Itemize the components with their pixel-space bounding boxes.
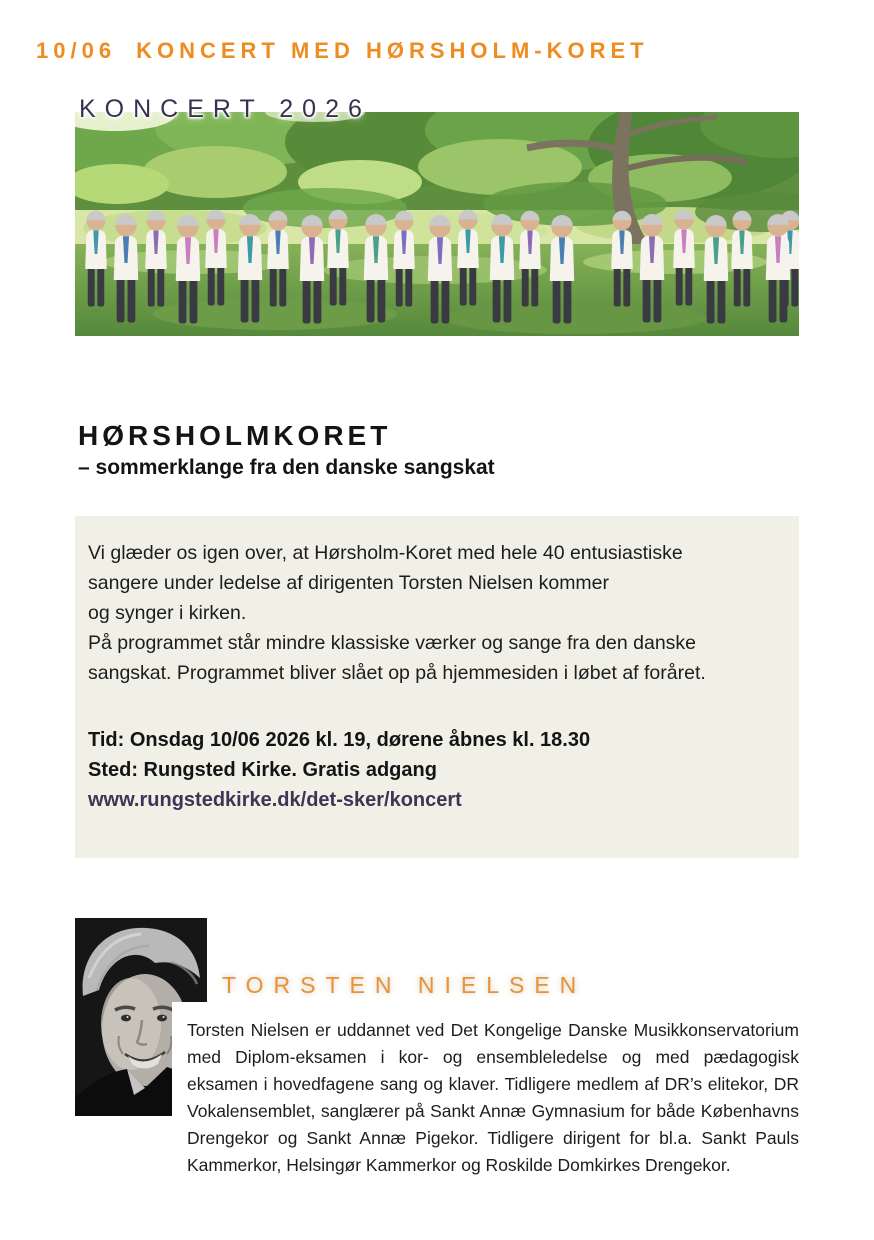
program-line: sangskat. Programmet bliver slået op på hjemmesiden i løbet af foråret. <box>88 662 706 684</box>
event-title: KONCERT MED HØRSHOLM-KORET <box>136 38 649 63</box>
event-details <box>88 725 779 815</box>
conductor-name: TORSTEN NIELSEN <box>222 972 587 998</box>
page-title <box>36 38 649 64</box>
concert-title: HØRSHOLMKORET <box>78 420 392 451</box>
event-date: 10/06 <box>36 38 117 63</box>
intro-line: sangere under ledelse af dirigenten Torsten Nielsen kommer <box>88 572 610 594</box>
concert-info-box <box>75 516 799 858</box>
photo-overlay-label: KONCERT 2026 <box>79 95 371 123</box>
intro-paragraph <box>88 538 779 628</box>
conductor-bio: Torsten Nielsen er uddannet ved Det Kongelige Danske Musikkonservatorium med Diplom-eksamen i kor- og ensembleledelse og med pædagogisk eksamen i hovedfagene sang og klaver. Tidligere medlem af DR’s elitekor, DR Vokalensemblet, sanglærer på Sankt Annæ Gymnasium for både Københavns Drengekor og Sankt Annæ Pigekor. Tidligere dirigent for bl.a. Sankt Pauls Kammerkor, Helsingør Kammerkor og Roskilde Domkirkes Drengekor. <box>187 1020 799 1175</box>
intro-line: Vi glæder os igen over, at Hørsholm-Koret med hele 40 entusiastiske <box>88 542 683 564</box>
intro-line: og synger i kirken. <box>88 602 247 624</box>
program-line: På programmet står mindre klassiske værker og sange fra den danske <box>88 632 697 654</box>
hero-photo-container <box>75 95 799 336</box>
website-link[interactable]: www.rungstedkirke.dk/det-sker/koncert <box>88 789 462 811</box>
event-place: Sted: Rungsted Kirke. Gratis adgang <box>88 759 437 781</box>
concert-subtitle: – sommerklange fra den danske sangskat <box>78 456 495 479</box>
program-paragraph <box>88 628 779 688</box>
conductor-bio-panel <box>172 1002 799 1179</box>
choir-photo <box>75 112 799 336</box>
event-time: Tid: Onsdag 10/06 2026 kl. 19, dørene åbnes kl. 18.30 <box>88 729 591 751</box>
